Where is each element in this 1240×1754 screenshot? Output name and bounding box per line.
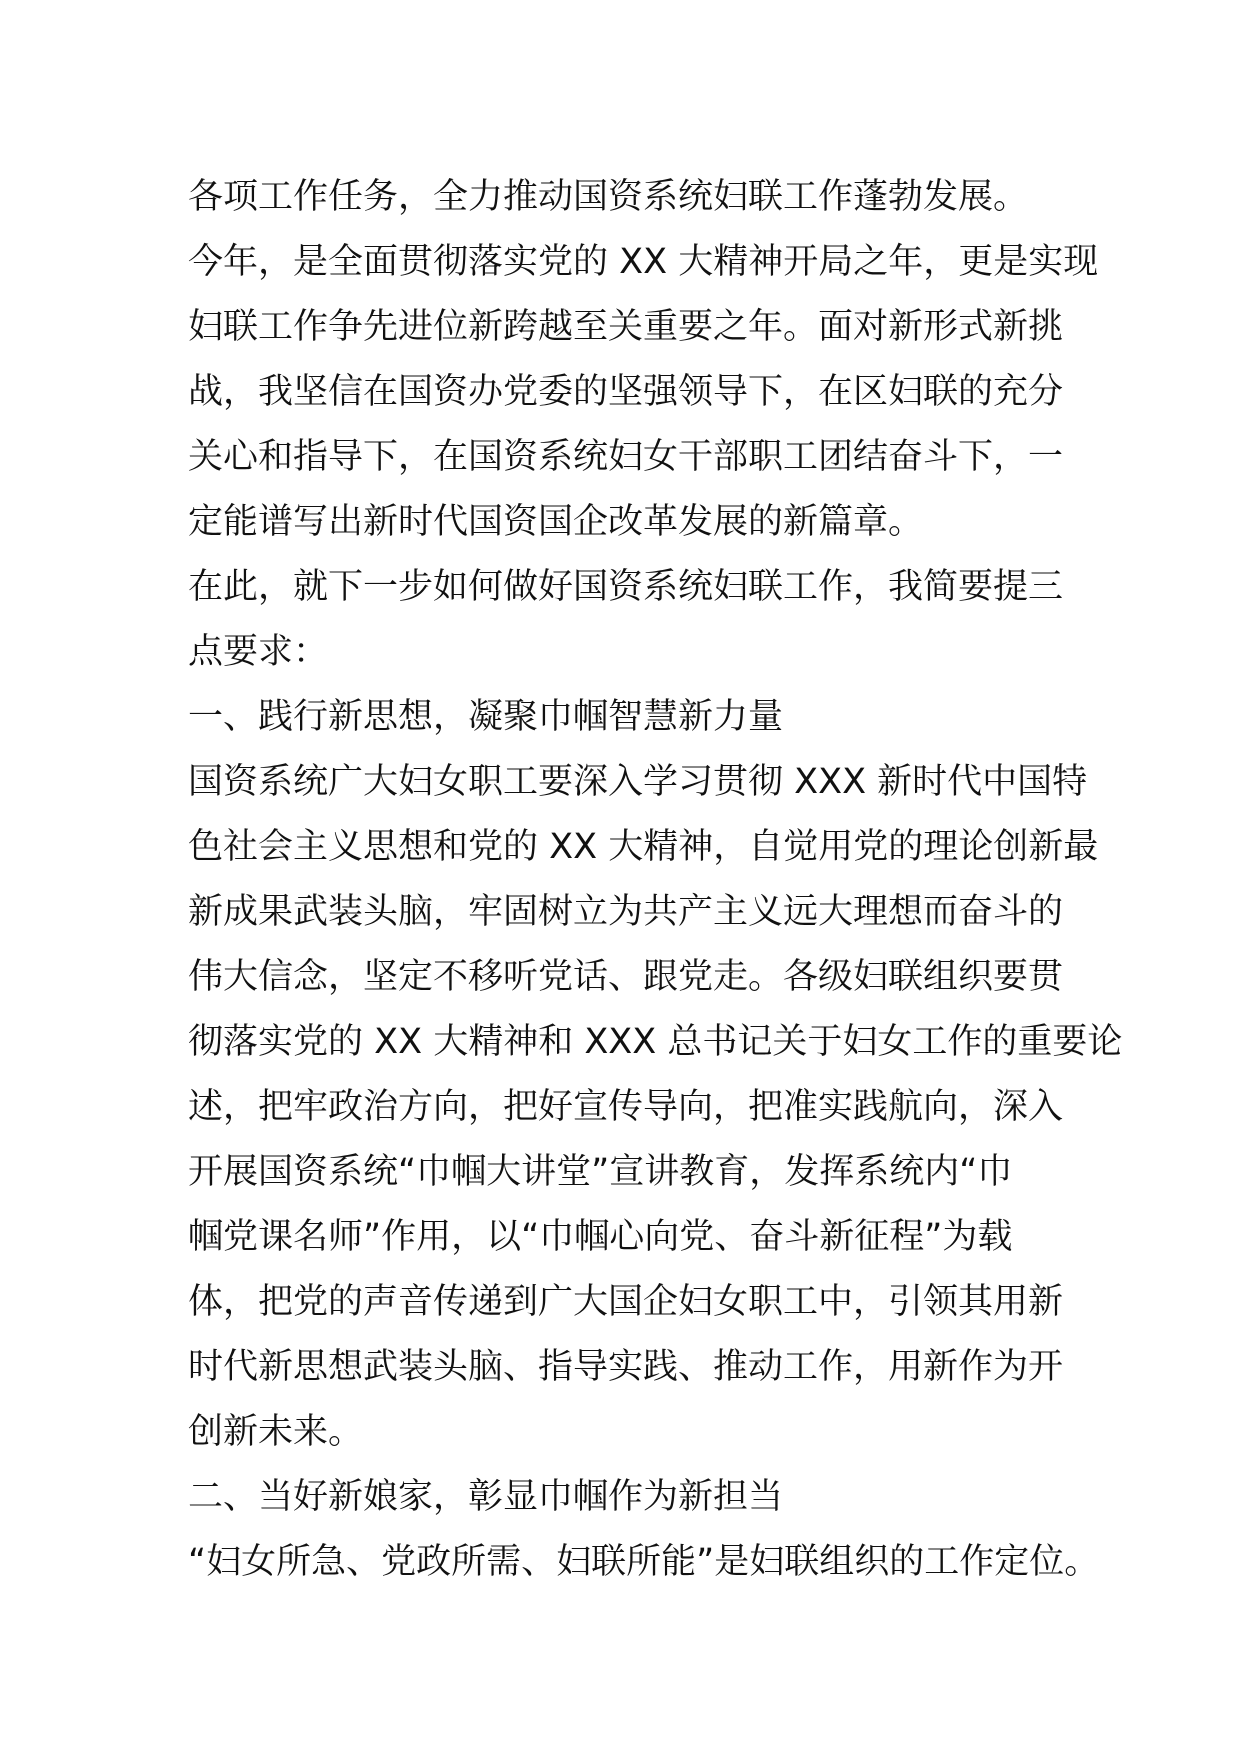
text-line: 时代新思想武装头脑、指导实践、推动工作，用新作为开 bbox=[188, 1347, 1064, 1387]
text-line: “妇女所急、党政所需、妇联所能”是妇联组织的工作定位。 bbox=[188, 1542, 1100, 1582]
text-line: 新成果武装头脑，牢固树立为共产主义远大理想而奋斗的 bbox=[188, 892, 1064, 932]
text-line: 在此，就下一步如何做好国资系统妇联工作，我简要提三 bbox=[188, 567, 1064, 607]
text-line: 今年，是全面贯彻落实党的 XX 大精神开局之年，更是实现 bbox=[188, 242, 1099, 282]
text-line: 各项工作任务，全力推动国资系统妇联工作蓬勃发展。 bbox=[188, 177, 1029, 217]
text-line: 创新未来。 bbox=[188, 1412, 364, 1452]
section-heading: 一、践行新思想，凝聚巾帼智慧新力量 bbox=[188, 697, 784, 737]
text-line: 点要求： bbox=[188, 632, 329, 672]
section-heading: 二、当好新娘家，彰显巾帼作为新担当 bbox=[188, 1477, 784, 1517]
text-line: 帼党课名师”作用，以“巾帼心向党、奋斗新征程”为载 bbox=[188, 1217, 1013, 1257]
text-line: 定能谱写出新时代国资国企改革发展的新篇章。 bbox=[188, 502, 924, 542]
text-line: 体，把党的声音传递到广大国企妇女职工中，引领其用新 bbox=[188, 1282, 1064, 1322]
text-line: 开展国资系统“巾帼大讲堂”宣讲教育，发挥系统内“巾 bbox=[188, 1152, 1013, 1192]
document-body bbox=[188, 165, 1123, 1595]
text-line: 国资系统广大妇女职工要深入学习贯彻 XXX 新时代中国特 bbox=[188, 762, 1088, 802]
text-line: 妇联工作争先进位新跨越至关重要之年。面对新形式新挑 bbox=[188, 307, 1064, 347]
text-line: 关心和指导下，在国资系统妇女干部职工团结奋斗下，一 bbox=[188, 437, 1064, 477]
text-line: 彻落实党的 XX 大精神和 XXX 总书记关于妇女工作的重要论 bbox=[188, 1022, 1123, 1062]
text-line: 伟大信念，坚定不移听党话、跟党走。各级妇联组织要贯 bbox=[188, 957, 1064, 997]
text-line: 色社会主义思想和党的 XX 大精神，自觉用党的理论创新最 bbox=[188, 827, 1099, 867]
text-line: 战，我坚信在国资办党委的坚强领导下，在区妇联的充分 bbox=[188, 372, 1064, 412]
text-line: 述，把牢政治方向，把好宣传导向，把准实践航向，深入 bbox=[188, 1087, 1064, 1127]
